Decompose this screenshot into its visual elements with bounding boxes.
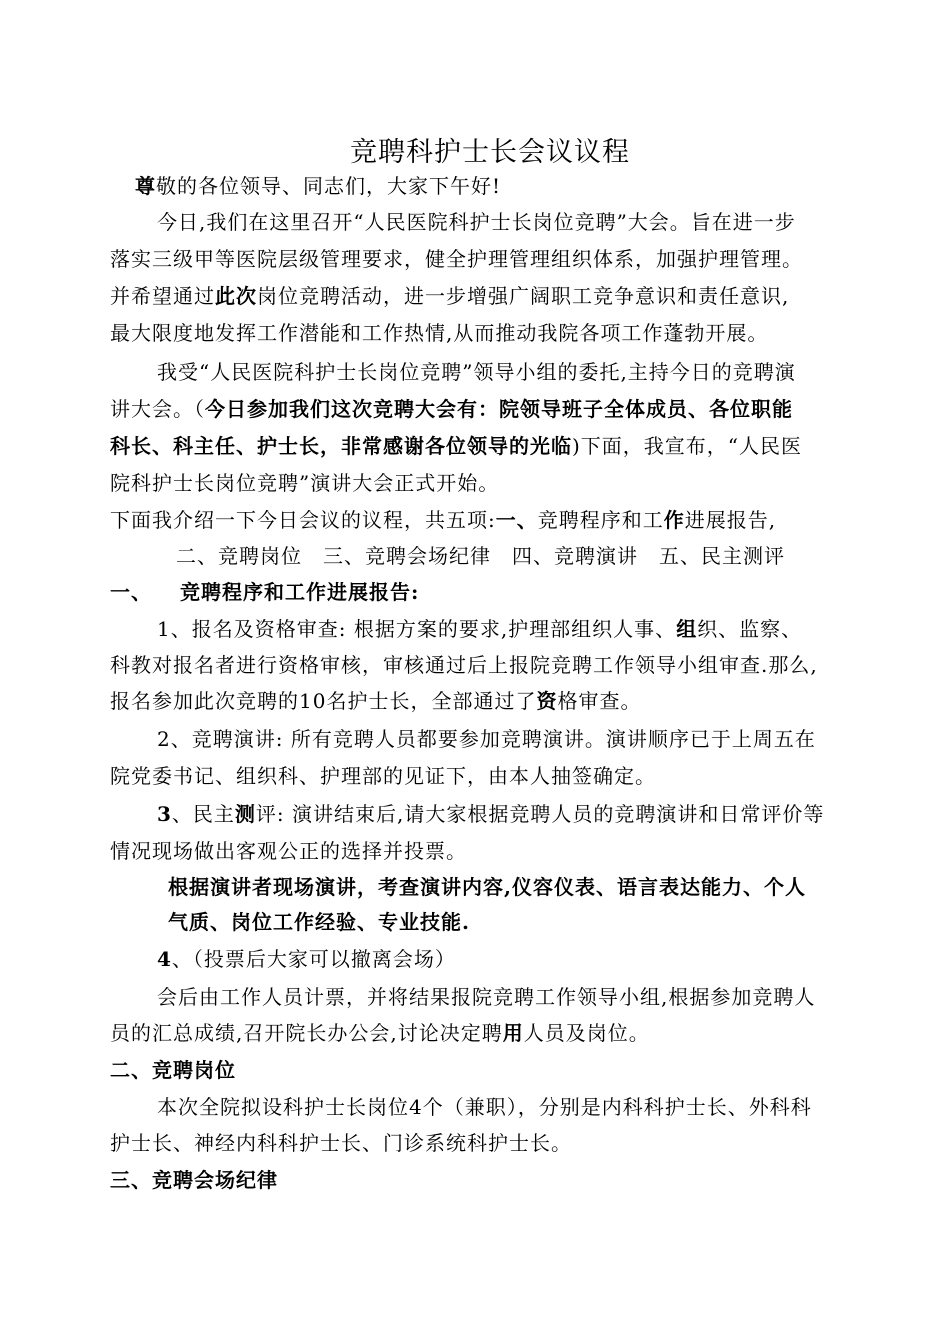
section-3-heading: 三、竞聘会场纪律 <box>110 1168 278 1192</box>
section-2-heading: 二、竞聘岗位 <box>110 1058 236 1082</box>
item-2-line-1: 2、竞聘演讲: 所有竞聘人员都要参加竞聘演讲。演讲顺序已于上周五在 <box>157 727 816 751</box>
item-1-line-3: 报名参加此次竞聘的10名护士长，全部通过了资格审查。 <box>110 689 642 713</box>
paragraph-1-line-1: 今日,我们在这里召开“人民医院科护士长岗位竞聘”大会。旨在进一步 <box>157 210 796 234</box>
criteria-line-2: 气质、岗位工作经验、专业技能. <box>168 910 470 934</box>
section-2-line-1: 本次全院拟设科护士长岗位4个（兼职），分别是内科科护士长、外科科 <box>157 1095 812 1119</box>
paragraph-2-line-4: 院科护士长岗位竞聘”演讲大会正式开始。 <box>110 471 500 495</box>
paragraph-2-line-2: 讲大会。（今日参加我们这次竞聘大会有：院领导班子全体成员、各位职能 <box>110 397 793 421</box>
item-1-line-2: 科教对报名者进行资格审核，审核通过后上报院竞聘工作领导小组审查.那么, <box>110 653 818 677</box>
paragraph-2-line-3: 科长、科主任、护士长，非常感谢各位领导的光临)下面，我宣布，“人民医 <box>110 434 803 458</box>
agenda-line-1: 下面我介绍一下今日会议的议程，共五项:一、竞聘程序和工作进展报告, <box>110 508 777 532</box>
item-3-line-2: 情况现场做出客观公正的选择并投票。 <box>110 839 467 863</box>
paragraph-1-line-2: 落实三级甲等医院层级管理要求，健全护理管理组织体系，加强护理管理。 <box>110 247 803 271</box>
criteria-line-1: 根据演讲者现场演讲，考查演讲内容,仪容仪表、语言表达能力、个人 <box>168 875 806 899</box>
item-4: 4、（投票后大家可以撤离会场） <box>157 947 456 971</box>
greeting: 尊敬的各位领导、同志们，大家下午好! <box>135 174 502 198</box>
after-meeting-line-1: 会后由工作人员计票，并将结果报院竞聘工作领导小组,根据参加竞聘人 <box>157 985 816 1009</box>
item-2-line-2: 院党委书记、组织科、护理部的见证下，由本人抽签确定。 <box>110 764 656 788</box>
page-title: 竞聘科护士长会议议程 <box>350 137 630 168</box>
item-1-line-1: 1、报名及资格审查: 根据方案的要求,护理部组织人事、组织、监察、 <box>157 617 803 641</box>
paragraph-1-line-4: 最大限度地发挥工作潜能和工作热情,从而推动我院各项工作蓬勃开展。 <box>110 321 769 345</box>
paragraph-2-line-1: 我受“人民医院科护士长岗位竞聘”领导小组的委托,主持今日的竞聘演 <box>157 360 796 384</box>
after-meeting-line-2: 员的汇总成绩,召开院长办公会,讨论决定聘用人员及岗位。 <box>110 1021 650 1045</box>
item-3-line-1: 3、民主测评: 演讲结束后,请大家根据竞聘人员的竞聘演讲和日常评价等 <box>157 802 825 826</box>
section-2-line-2: 护士长、神经内科科护士长、门诊系统科护士长。 <box>110 1131 572 1155</box>
section-1-heading: 一、 竞聘程序和工作进展报告: <box>110 580 420 604</box>
agenda-line-2: 二、竞聘岗位 三、竞聘会场纪律 四、竞聘演讲 五、民主测评 <box>176 544 785 568</box>
paragraph-1-line-3: 并希望通过此次岗位竞聘活动，进一步增强广阔职工竞争意识和责任意识, <box>110 284 790 308</box>
